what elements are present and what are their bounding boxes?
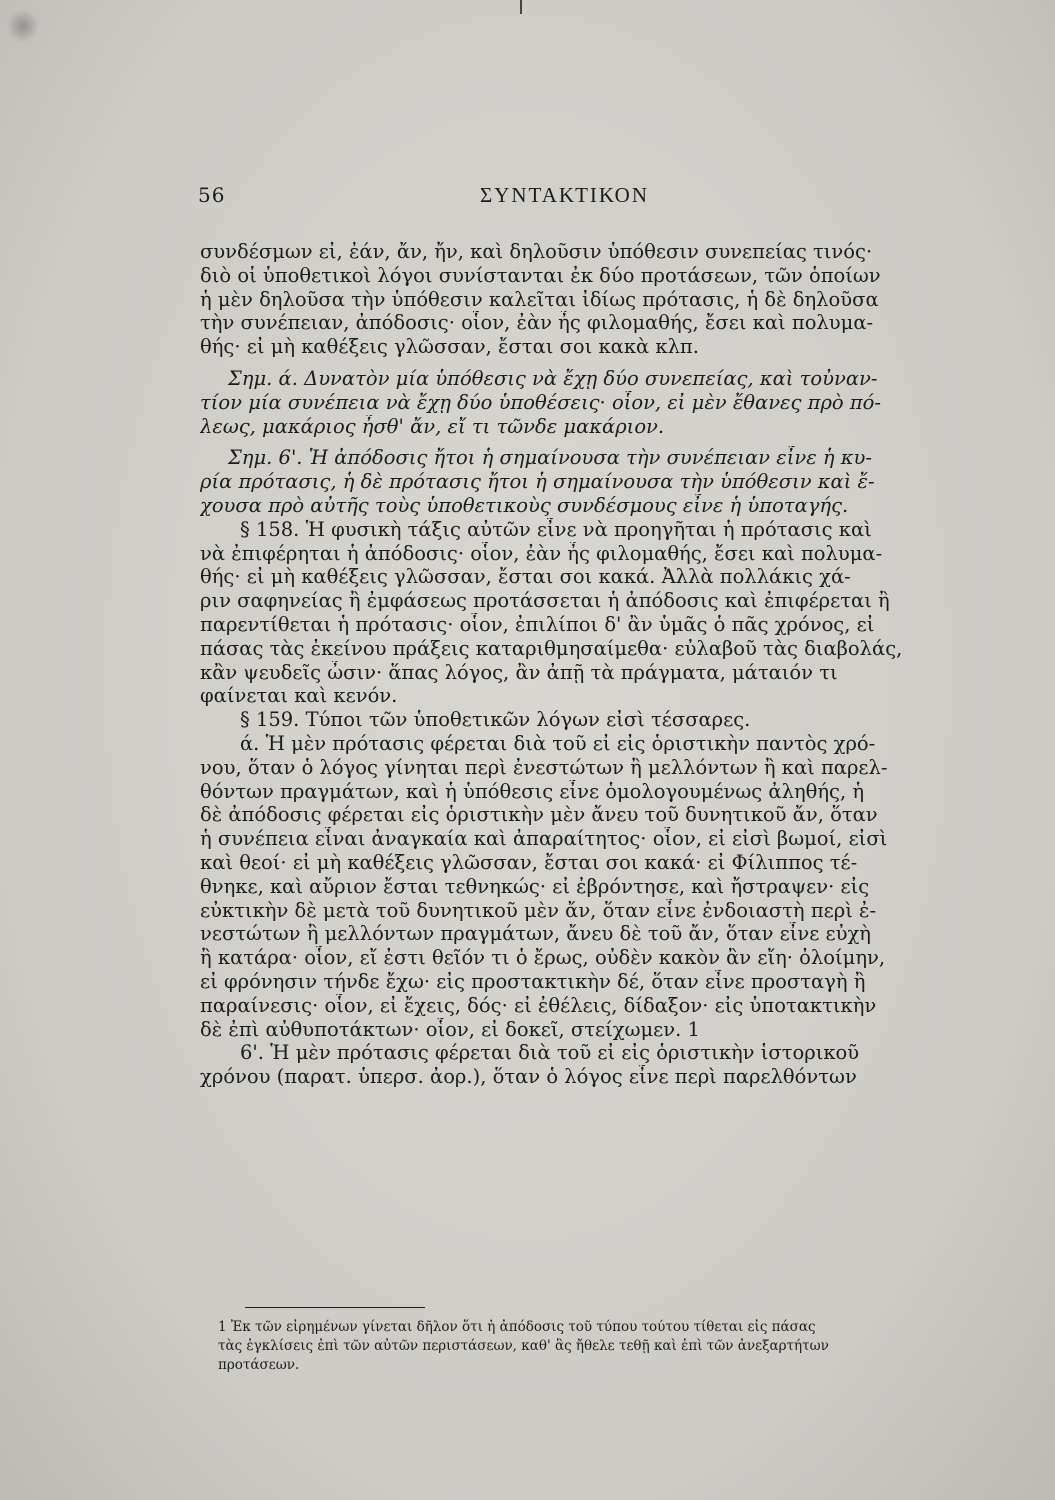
note-line: λεως, μακάριος ἦσθ' ἄν, εἴ τι τῶνδε μακάριον.	[200, 414, 665, 438]
text-line: ἡ συνέπεια εἶναι ἀναγκαία καὶ ἀπαραίτητος· οἷον, εἰ εἰσὶ βωμοί, εἰσὶ	[200, 827, 888, 851]
footnote-line: προτάσεων.	[218, 1357, 300, 1373]
paragraph-line: ά. Ἡ μὲν πρότασις φέρεται διὰ τοῦ εἰ εἰς ὁριστικὴν παντὸς χρό-	[240, 731, 876, 755]
text-line: ριν σαφηνείας ἢ ἐμφάσεως προτάσσεται ἡ ἀπόδοσις καὶ ἐπιφέρεται ἢ	[200, 589, 890, 613]
text-line: εἰ φρόνησιν τήνδε ἔχω· εἰς προστακτικὴν δέ, ὅταν εἶνε προσταγὴ ἢ	[200, 969, 866, 993]
paragraph-line: § 159. Τύποι τῶν ὑποθετικῶν λόγων εἰσὶ τέσσαρες.	[240, 708, 751, 732]
text-line: διὸ οἱ ὑποθετικοὶ λόγοι συνίστανται ἐκ δύο προτάσεων, τῶν ὁποίων	[200, 263, 881, 287]
text-line: νὰ ἐπιφέρηται ἡ ἀπόδοσις· οἷον, ἐὰν ἦς φιλομαθής, ἔσει καὶ πολυμα-	[200, 541, 883, 565]
text-line: παραίνεσις· οἷον, εἰ ἔχεις, δός· εἰ ἐθέλεις, δίδαξον· εἰς ὑποτακτικὴν	[200, 993, 877, 1017]
text-line: δὲ ἐπὶ αὐθυποτάκτων· οἷον, εἰ δοκεῖ, στείχωμεν. 1	[200, 1017, 700, 1041]
page-number: 56	[198, 183, 226, 207]
text-line: νεστώτων ἢ μελλόντων πραγμάτων, ἄνευ δὲ τοῦ ἄν, ὅταν εἶνε εὐχὴ	[200, 922, 871, 946]
text-line: θόντων πραγμάτων, καὶ ἡ ὑπόθεσις εἶνε ὁμολογουμένως ἀληθής, ἡ	[200, 779, 865, 803]
text-line: νου, ὅταν ὁ λόγος γίνηται περὶ ἐνεστώτων ἢ μελλόντων ἢ καὶ παρελ-	[200, 755, 888, 779]
note-line: ρία πρότασις, ἡ δὲ πρότασις ἤτοι ἡ σημαίνουσα τὴν ὑπόθεσιν καὶ ἔ-	[200, 470, 875, 494]
text-line: συνδέσμων εἰ, ἐάν, ἄν, ἤν, καὶ δηλοῦσιν ὑπόθεσιν συνεπείας τινός·	[200, 240, 873, 263]
text-line: χρόνου (παρατ. ὑπερσ. ἀορ.), ὅταν ὁ λόγος εἶνε περὶ παρελθόντων	[200, 1065, 857, 1089]
page-header	[198, 183, 978, 213]
text-line: θής· εἰ μὴ καθέξεις γλῶσσαν, ἔσται σοι κακά. Ἀλλὰ πολλάκις χά-	[200, 565, 851, 589]
footnote	[218, 1318, 988, 1375]
text-line: φαίνεται καὶ κενόν.	[200, 684, 398, 708]
text-line: πάσας τὰς ἐκείνου πράξεις καταριθμησαίμεθα· εὐλαβοῦ τὰς διαβολάς,	[200, 636, 903, 660]
paragraph-line: § 158. Ἡ φυσικὴ τάξις αὐτῶν εἶνε νὰ προηγῆται ἡ πρότασις καὶ	[240, 517, 872, 541]
text-line: τὴν συνέπειαν, ἀπόδοσις· οἷον, ἐὰν ἦς φιλομαθής, ἔσει καὶ πολυμα-	[200, 311, 874, 335]
text-line: θής· εἰ μὴ καθέξεις γλῶσσαν, ἔσται σοι κακὰ κλπ.	[200, 335, 699, 359]
text-line: παρεντίθεται ἡ πρότασις· οἷον, ἐπιλίποι δ' ἂν ὑμᾶς ὁ πᾶς χρόνος, εἰ	[200, 612, 875, 636]
footnote-line: 1 Ἐκ τῶν εἰρημένων γίνεται δῆλον ὅτι ἡ ἀπόδοσις τοῦ τύπου τούτου τίθεται εἰς πάσας	[218, 1319, 816, 1335]
body-text	[200, 240, 980, 1089]
running-title: ΣΥΝΤΑΚΤΙΚΟΝ	[480, 183, 649, 207]
note-line: Σημ. 6'. Ἡ ἀπόδοσις ἤτοι ἡ σημαίνουσα τὴν συνέπειαν εἶνε ἡ κυ-	[228, 446, 872, 470]
text-line: ἢ κατάρα· οἷον, εἴ ἐστι θεῖόν τι ὁ ἔρως, οὐδὲν κακὸν ἂν εἴη· ὀλοίμην,	[200, 946, 886, 970]
footnote-rule	[245, 1307, 425, 1308]
text-line: ἡ μὲν δηλοῦσα τὴν ὑπόθεσιν καλεῖται ἰδίως πρότασις, ἡ δὲ δηλοῦσα	[200, 287, 879, 311]
note-line: Σημ. ά. Δυνατὸν μία ὑπόθεσις νὰ ἔχῃ δύο συνεπείας, καὶ τοὐναν-	[228, 366, 878, 390]
text-line: καὶ θεοί· εἰ μὴ καθέξεις γλῶσσαν, ἔσται σοι κακά· εἰ Φίλιππος τέ-	[200, 850, 858, 874]
paragraph-line: 6'. Ἡ μὲν πρότασις φέρεται διὰ τοῦ εἰ εἰς ὁριστικὴν ἱστορικοῦ	[240, 1041, 860, 1065]
corner-smudge	[8, 8, 38, 44]
top-edge-mark	[520, 0, 522, 14]
note-line: τίον μία συνέπεια νὰ ἔχῃ δύο ὑποθέσεις· οἷον, εἰ μὲν ἔθανες πρὸ πό-	[200, 390, 882, 414]
text-line: κἂν ψευδεῖς ὦσιν· ἅπας λόγος, ἂν ἀπῇ τὰ πράγματα, μάταιόν τι	[200, 660, 838, 684]
text-line: θνηκε, καὶ αὔριον ἔσται τεθνηκώς· εἰ ἐβρόντησε, καὶ ἤστραψεν· εἰς	[200, 874, 870, 898]
note-line: χουσα πρὸ αὐτῆς τοὺς ὑποθετικοὺς συνδέσμους εἶνε ἡ ὑποταγής.	[200, 493, 849, 517]
text-line: δὲ ἀπόδοσις φέρεται εἰς ὁριστικὴν μὲν ἄνευ τοῦ δυνητικοῦ ἄν, ὅταν	[200, 803, 878, 827]
footnote-line: τὰς ἐγκλίσεις ἐπὶ τῶν αὐτῶν περιστάσεων, καθ' ἃς ἤθελε τεθῇ καὶ ἐπὶ τῶν ἀνεξαρτήτων	[218, 1338, 829, 1354]
text-line: εὐκτικὴν δὲ μετὰ τοῦ δυνητικοῦ μὲν ἄν, ὅταν εἶνε ἐνδοιαστὴ περὶ ἐ-	[200, 898, 877, 922]
